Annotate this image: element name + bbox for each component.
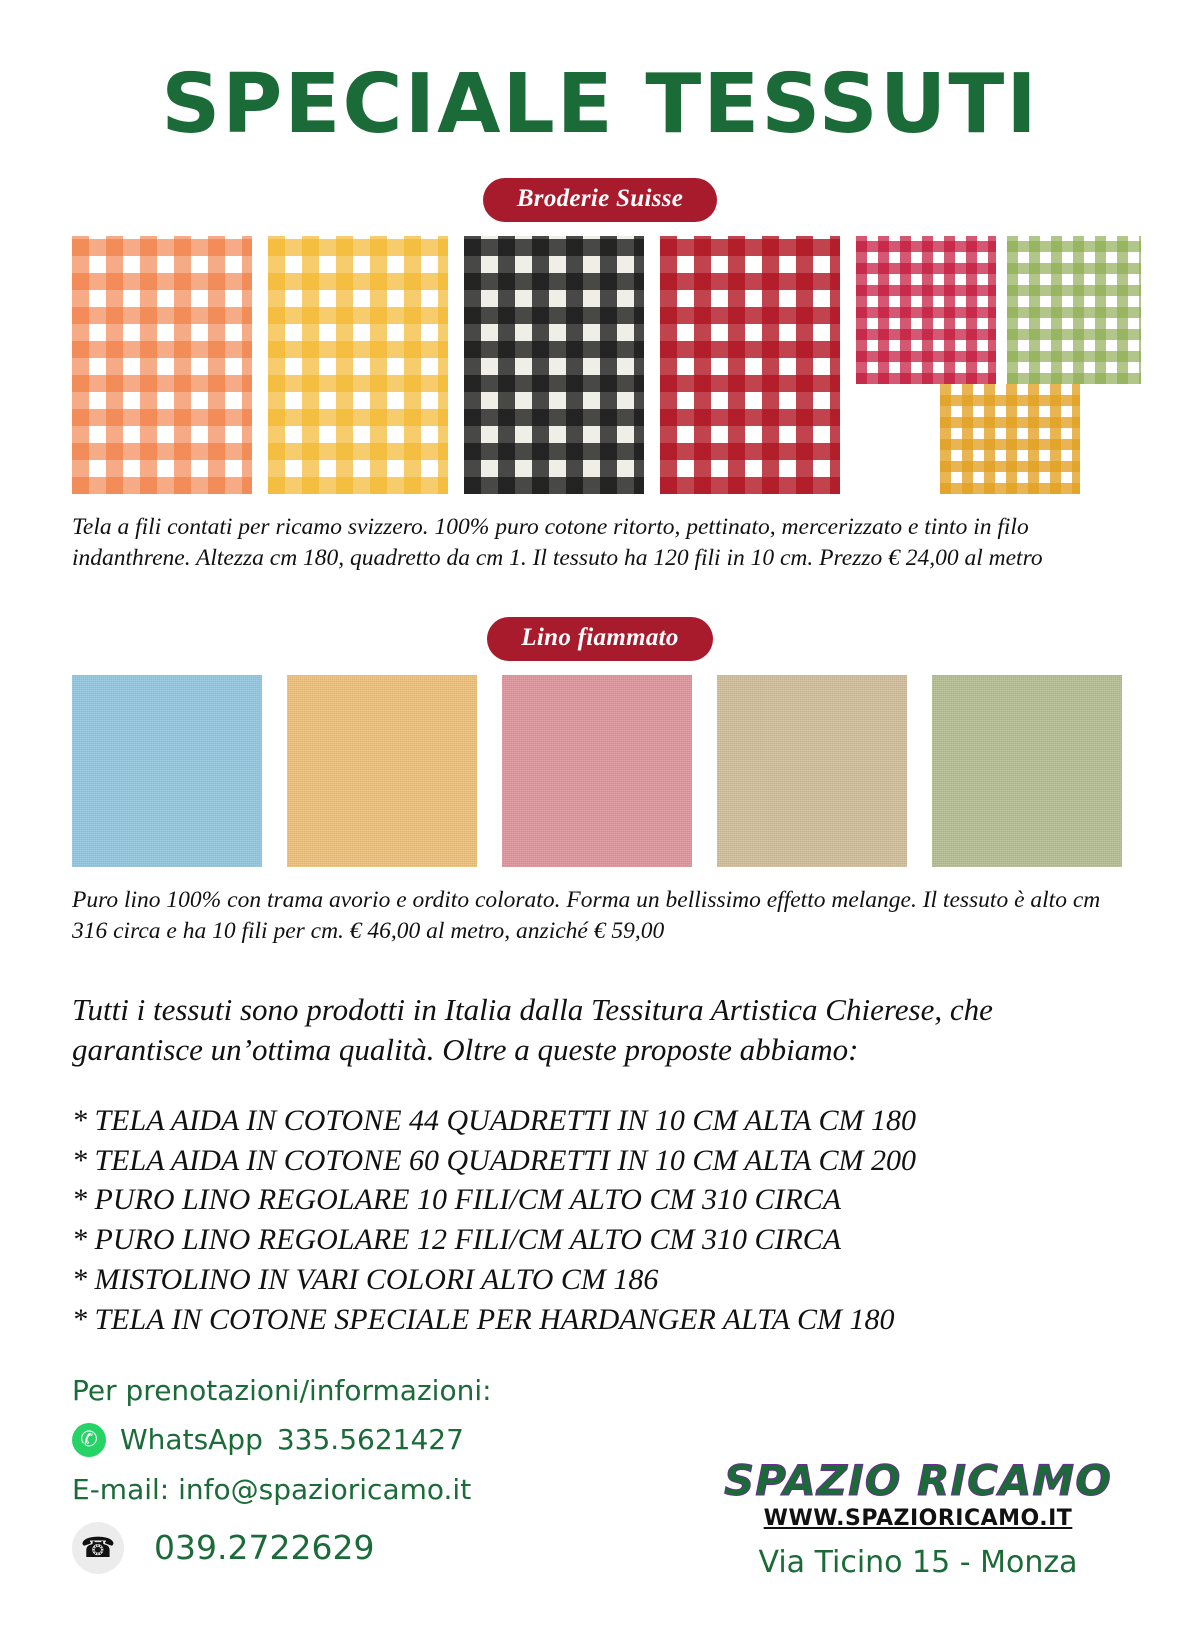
section-ribbon-broderie: Broderie Suisse — [483, 178, 717, 222]
company-logo — [708, 1455, 1128, 1580]
swatch-cluster-small-checks — [856, 236, 1141, 494]
swatch-linen-light-blue — [72, 675, 262, 867]
section-ribbon-lino: Lino fiammato — [487, 617, 712, 661]
list-item: * TELA IN COTONE SPECIALE PER HARDANGER ALTA CM 180 — [72, 1303, 895, 1337]
swatch-linen-peach — [287, 675, 477, 867]
swatch-gingham-red — [660, 236, 840, 494]
swatch-gingham-gold — [940, 384, 1080, 494]
phone-number[interactable]: 039.2722629 — [154, 1528, 375, 1568]
swatch-linen-sage — [932, 675, 1122, 867]
swatch-gingham-black — [464, 236, 644, 494]
description-broderie: Tela a fili contati per ricamo svizzero. 100% puro cotone ritorto, pettinato, mercerizzato e tinto in filo indanthrene. Altezza cm 180, quadretto da cm 1. Il tessuto ha 120 fili in 10 cm. Prezzo € 24,00 al metro — [72, 514, 1043, 571]
product-list — [72, 1101, 1128, 1340]
list-item: * PURO LINO REGOLARE 10 FILI/CM ALTO CM 310 CIRCA — [72, 1183, 842, 1217]
swatch-gingham-orange — [72, 236, 252, 494]
swatch-linen-sand — [717, 675, 907, 867]
whatsapp-icon: ✆ — [72, 1423, 106, 1457]
whatsapp-number[interactable]: 335.5621427 — [276, 1423, 464, 1457]
swatch-linen-rose — [502, 675, 692, 867]
page-title: SPECIALE TESSUTI — [161, 57, 1039, 152]
swatch-row-broderie — [72, 236, 1128, 494]
list-item: * PURO LINO REGOLARE 12 FILI/CM ALTO CM 310 CIRCA — [72, 1223, 842, 1257]
section-ribbon-lino-wrap — [72, 617, 1128, 661]
contacts-block — [72, 1373, 1128, 1580]
logo-website[interactable]: WWW.SPAZIORICAMO.IT — [763, 1505, 1073, 1531]
logo-company-name: SPAZIO RICAMO — [724, 1455, 1112, 1505]
telephone-icon: ☎ — [72, 1522, 124, 1574]
logo-address: Via Ticino 15 - Monza — [758, 1544, 1078, 1580]
whatsapp-contact[interactable] — [72, 1423, 1128, 1457]
section-ribbon-broderie-wrap — [72, 178, 1128, 222]
swatch-gingham-yellow — [268, 236, 448, 494]
whatsapp-label: WhatsApp — [120, 1423, 263, 1457]
swatch-row-lino — [72, 675, 1128, 867]
list-item: * TELA AIDA IN COTONE 44 QUADRETTI IN 10 CM ALTA CM 180 — [72, 1103, 916, 1137]
list-item: * MISTOLINO IN VARI COLORI ALTO CM 186 — [72, 1263, 659, 1297]
list-item: * TELA AIDA IN COTONE 60 QUADRETTI IN 10 CM ALTA CM 200 — [72, 1143, 916, 1177]
email-text[interactable]: E-mail: info@spazioricamo.it — [72, 1472, 472, 1506]
swatch-gingham-green — [1007, 236, 1141, 384]
lead-paragraph: Tutti i tessuti sono prodotti in Italia dalla Tessitura Artistica Chierese, che garantisce un’ottima qualità. Oltre a queste proposte abbiamo: — [72, 992, 993, 1067]
swatch-gingham-pink — [856, 236, 996, 384]
contacts-heading: Per prenotazioni/informazioni: — [72, 1373, 492, 1407]
description-lino: Puro lino 100% con trama avorio e ordito colorato. Forma un bellissimo effetto melange. Il tessuto è alto cm 316 circa e ha 10 fili per cm. € 46,00 al metro, anziché € 59,00 — [72, 887, 1101, 944]
